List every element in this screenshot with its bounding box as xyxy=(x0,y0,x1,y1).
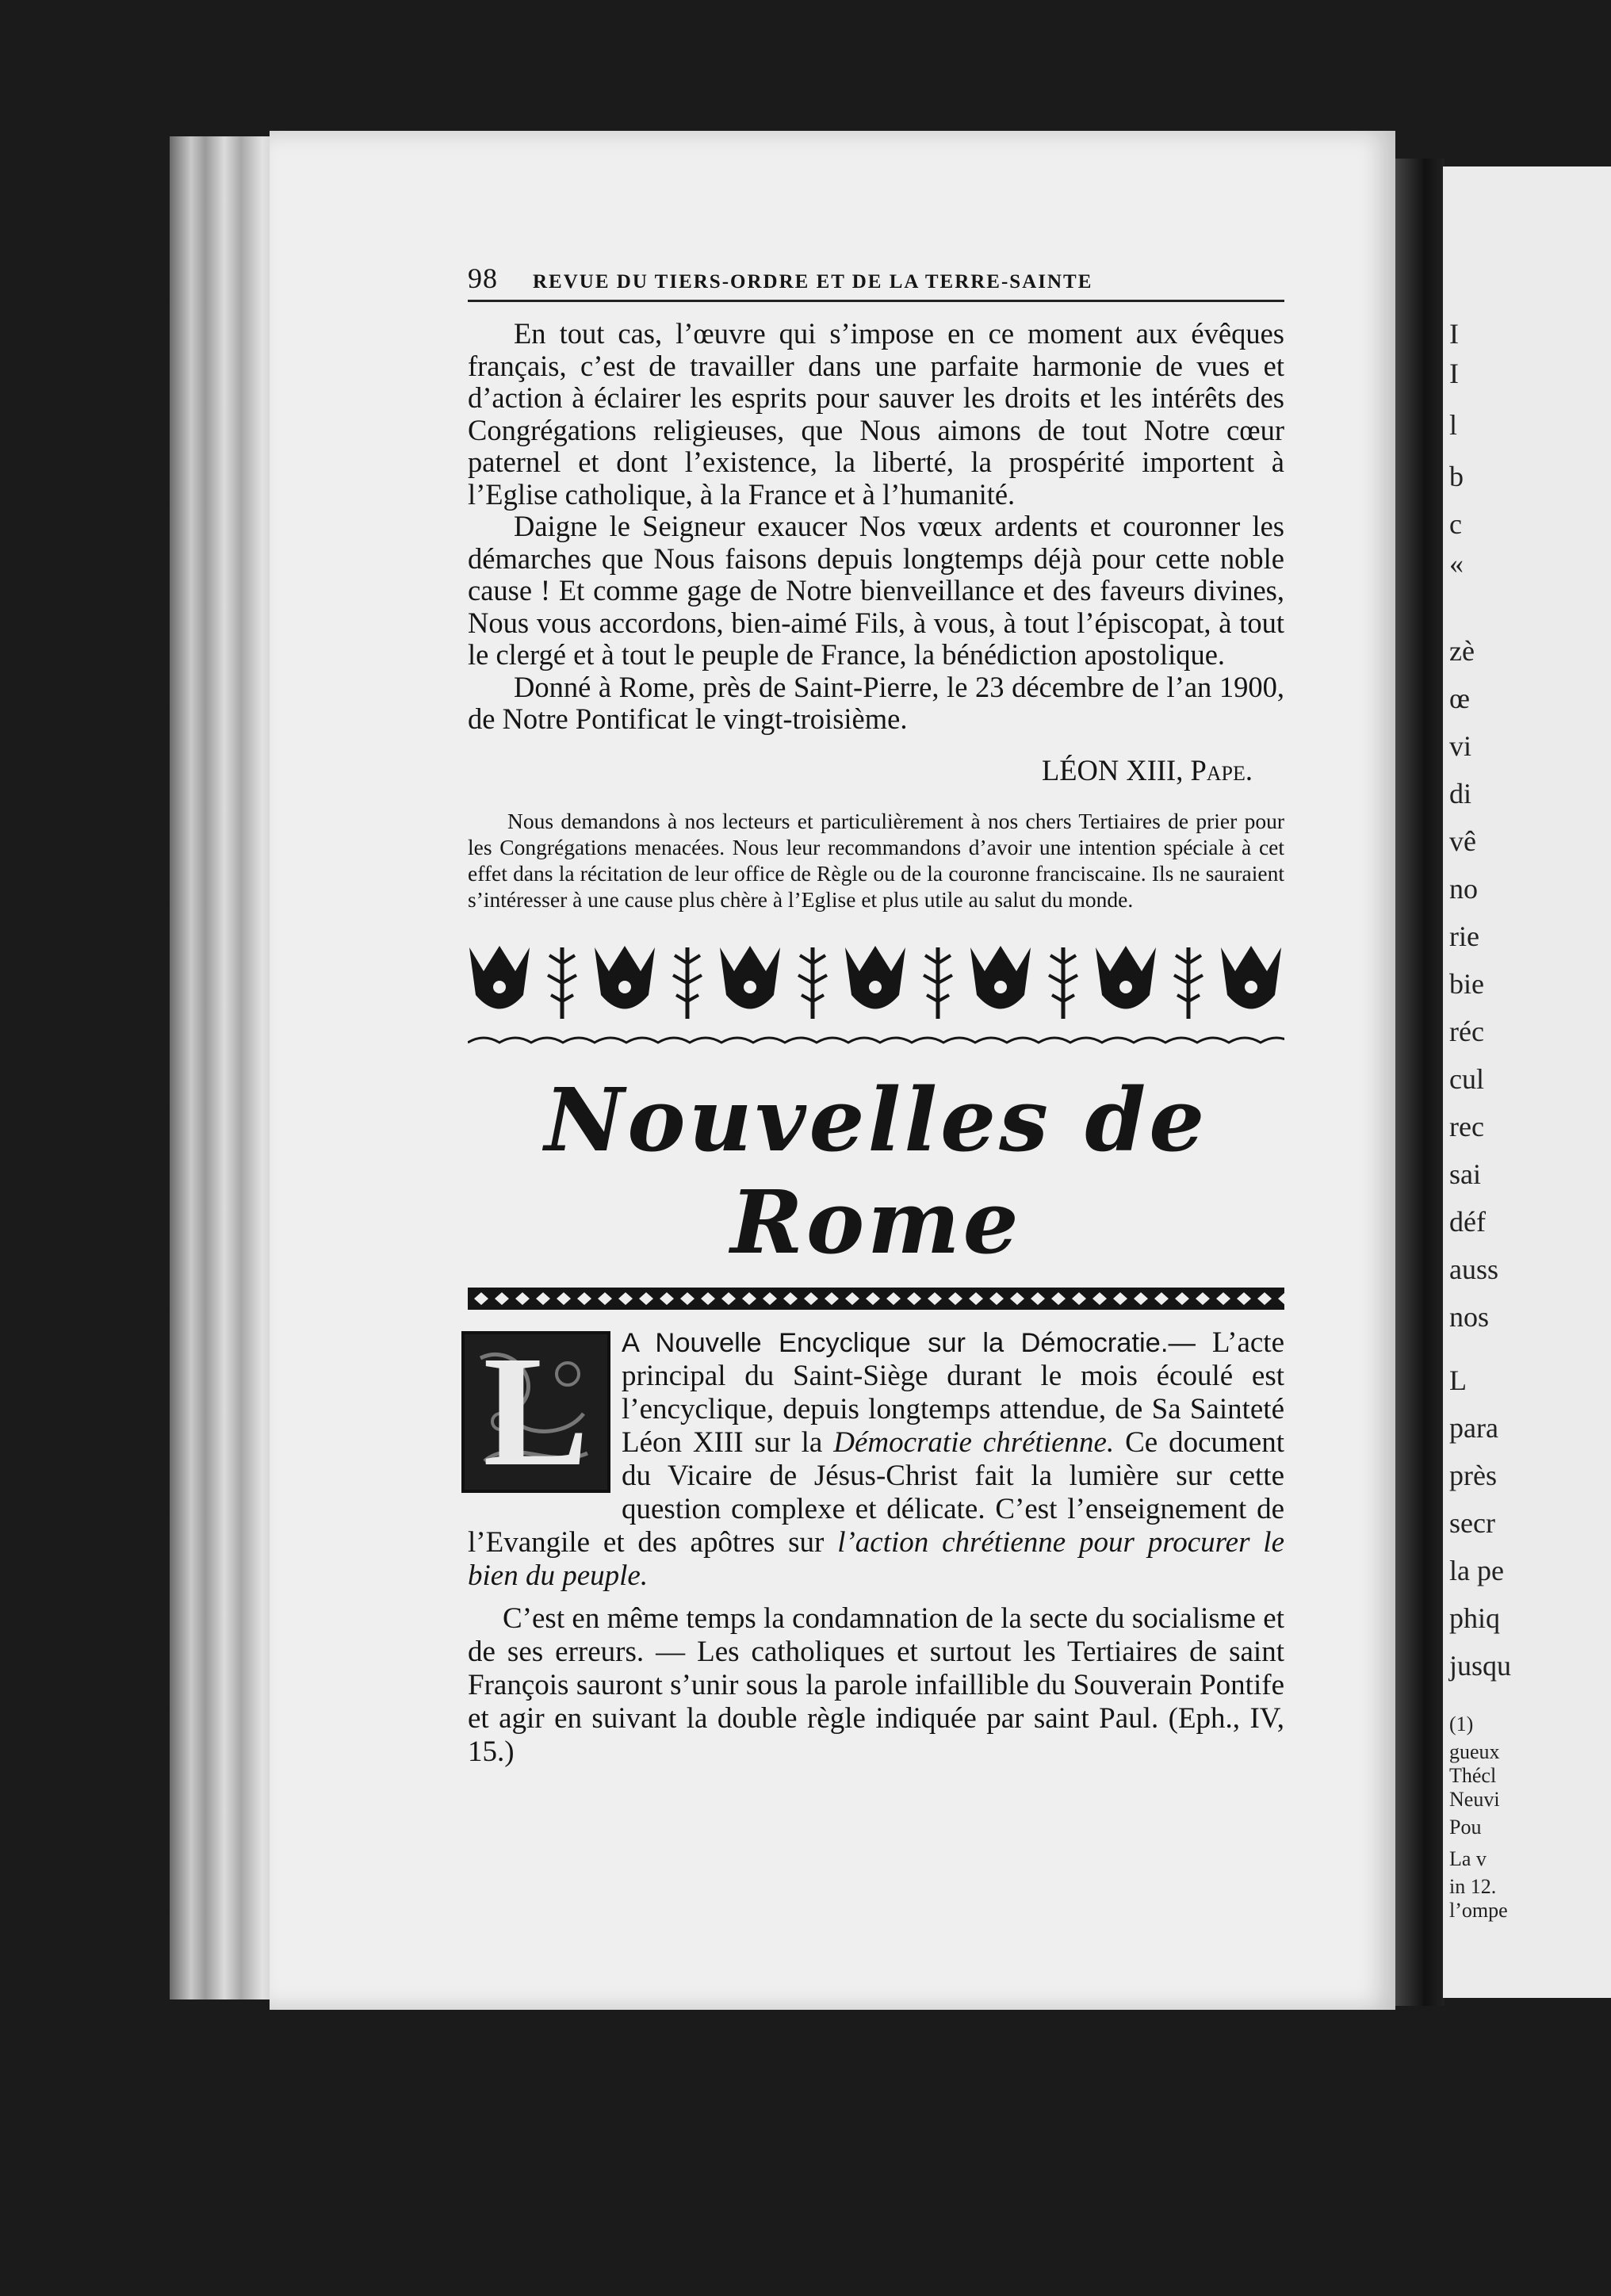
tulip-ornament-band xyxy=(468,939,1284,1058)
facing-page-fragment: phiq xyxy=(1449,1602,1501,1634)
page-number: 98 xyxy=(468,262,498,294)
wave-line xyxy=(468,1038,1284,1043)
facing-page-fragment: La v xyxy=(1449,1847,1487,1870)
facing-page-fragment: près xyxy=(1449,1460,1497,1491)
tulip-icon xyxy=(1221,946,1281,1009)
dropcap-letter: L xyxy=(483,1323,589,1499)
facing-page-fragment: la pe xyxy=(1449,1555,1504,1586)
facing-page-fragment: bie xyxy=(1449,968,1484,1000)
facing-page-fragment: gueux xyxy=(1449,1740,1500,1763)
facing-page-fragment: Thécl xyxy=(1449,1764,1497,1787)
tulip-icon xyxy=(469,946,530,1009)
letter-paragraph: Daigne le Seigneur exaucer Nos vœux ardents et couronner les démarches que Nous faisons depuis longtemps déjà pour cette noble cause ! Et comme gage de Notre bienveillance et des faveurs divines, Nous vous accordons, bien-aimé Fils, à vous, à tout l’épiscopat, à tout le clergé et à tout le peuple de France, la bénédiction apostolique. xyxy=(468,510,1284,671)
decorative-rule xyxy=(468,1288,1284,1310)
facing-page-fragment: « xyxy=(1449,548,1464,580)
facing-page-fragment: l xyxy=(1449,409,1458,441)
sprig-icon xyxy=(1049,947,1077,1019)
facing-page-fragment: l’ompe xyxy=(1449,1899,1508,1922)
facing-page-fragment: no xyxy=(1449,873,1478,905)
dropcap-l xyxy=(461,1323,610,1499)
facing-page-fragment: auss xyxy=(1449,1253,1498,1285)
facing-page-fragment: para xyxy=(1449,1412,1498,1444)
facing-page-fragment: vi xyxy=(1449,730,1472,762)
facing-page-fragment: secr xyxy=(1449,1507,1495,1539)
facing-page-fragment: Neuvi xyxy=(1449,1788,1500,1811)
facing-page-fragment: jusqu xyxy=(1449,1650,1512,1682)
facing-page-fragment: zè xyxy=(1449,635,1475,667)
book-gutter xyxy=(1395,159,1445,2006)
facing-page-fragment: déf xyxy=(1449,1206,1486,1238)
facing-page-fragment: I xyxy=(1449,318,1459,350)
facing-page-fragment: b xyxy=(1449,461,1464,492)
sprig-icon xyxy=(673,947,702,1019)
facing-page-fragment: rec xyxy=(1449,1111,1484,1142)
editor-note: Nous demandons à nos lecteurs et particulièrement à nos chers Tertiaires de prier pour les Congrégations menacées. Nous leur recommandons d’avoir une intention spéciale à cet effet dans la récitation de leur office de Règle ou de la couronne franciscaine. Ils ne sauraient s’intéresser à une cause plus chère à l’Eglise et plus utile au salut du monde. xyxy=(468,808,1284,912)
lead-italic: Démocratie chrétienne. xyxy=(833,1425,1115,1459)
facing-page-fragment: in 12. xyxy=(1449,1875,1497,1898)
facing-page-fragment: L xyxy=(1449,1364,1467,1396)
letter-paragraph: En tout cas, l’œuvre qui s’impose en ce moment aux évêques français, c’est de travailler dans une parfaite harmonie de vues et d’action à éclairer les esprits pour sauver les droits et les intérêts des Congrégations religieuses, que Nous aimons de tout Notre cœur paternel et dont l’existence, la liberté, la prospérité importent à l’Eglise catholique, à la France et à l’humanité. xyxy=(468,317,1284,511)
sprig-icon xyxy=(1174,947,1203,1019)
facing-page-fragment: di xyxy=(1449,778,1472,809)
signature-name: LÉON XIII, xyxy=(1041,753,1184,786)
lead-italic: l’action chrétienne pour procurer le bien du peuple. xyxy=(468,1525,1284,1592)
signature xyxy=(468,753,1253,787)
facing-page-fragment: (1) xyxy=(1449,1712,1474,1735)
page-content xyxy=(468,262,1284,1769)
facing-page-fragment: sai xyxy=(1449,1158,1481,1190)
facing-page-fragment: c xyxy=(1449,508,1462,540)
running-title: REVUE DU TIERS-ORDRE ET DE LA TERRE-SAINTE xyxy=(533,271,1093,293)
sprig-icon xyxy=(548,947,576,1019)
tulip-icon xyxy=(595,946,655,1009)
lead-text: Ce document du Vicaire de Jésus-Christ fait la lumière sur cette question complexe et délicate. C’est l’enseignement de l’Evangile et des apôtres sur xyxy=(468,1425,1285,1559)
tulip-icon xyxy=(845,946,905,1009)
facing-page-fragment: œ xyxy=(1449,683,1470,714)
lead-text: L’acte principal du Saint-Siège durant le mois écoulé est l’encyclique, depuis longtemps attendue, de Sa Sainteté Léon XIII sur la xyxy=(622,1326,1284,1459)
facing-page-fragment: Pou xyxy=(1449,1816,1482,1839)
letter-paragraph: Donné à Rome, près de Saint-Pierre, le 23 décembre de l’an 1900, de Notre Pontificat le vingt-troisième. xyxy=(468,670,1284,735)
section-title: Nouvelles de Rome xyxy=(544,1068,1208,1273)
tulip-icon xyxy=(720,946,780,1009)
facing-page-fragment: I xyxy=(1449,358,1459,389)
sprig-icon xyxy=(924,947,952,1019)
facing-page-fragment: vê xyxy=(1449,825,1476,857)
lead-heading: A Nouvelle Encyclique sur la Démocratie.— xyxy=(622,1327,1196,1358)
facing-page-fragment: réc xyxy=(1449,1016,1484,1047)
section-paragraph: C’est en même temps la condamnation de la secte du socialisme et de ses erreurs. — Les catholiques et surtout les Tertiaires de saint François sauront s’unir sous la parole infaillible du Souverain Pontife et agir en suivant la double règle indiquée par saint Paul. (Eph., IV, 15.) xyxy=(468,1601,1284,1768)
signature-title: Pape. xyxy=(1190,753,1253,786)
sprig-icon xyxy=(798,947,827,1019)
tulip-icon xyxy=(970,946,1031,1009)
facing-page-fragment: cul xyxy=(1449,1063,1484,1095)
running-head xyxy=(468,262,1284,302)
facing-page-fragment: nos xyxy=(1449,1301,1490,1333)
tulip-icon xyxy=(1096,946,1156,1009)
facing-page-fragment: rie xyxy=(1449,920,1479,952)
news-section xyxy=(468,1323,1285,1769)
facing-page xyxy=(1443,166,1611,1998)
